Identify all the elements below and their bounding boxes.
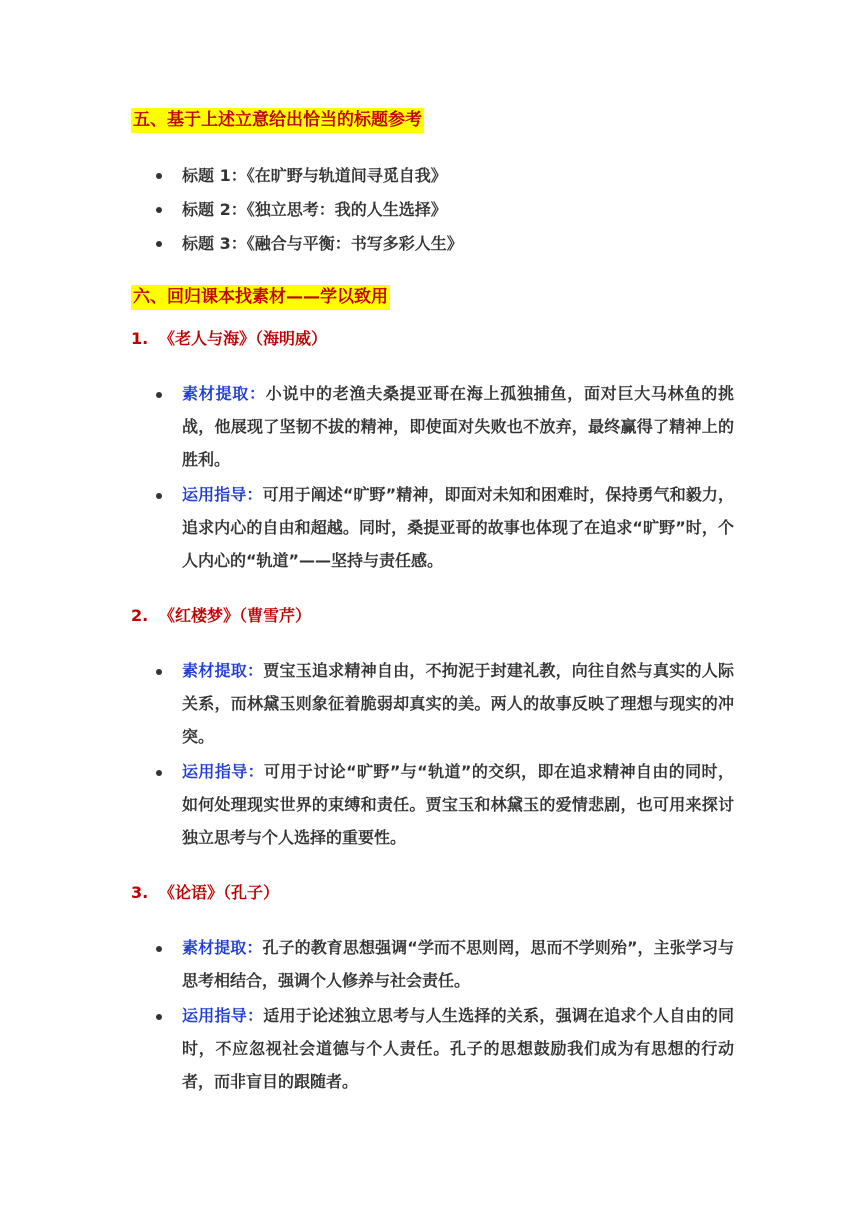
material-title-1	[131, 328, 327, 350]
usage-text: 可用于阐述“旷野”精神，即面对未知和困难时，保持勇气和毅力，追求内心的自由和超越。同时，桑提亚哥的故事也体现了在追求“旷野”时，个人内心的“轨道”——坚持与责任感。	[182, 485, 734, 570]
material-extract-2	[182, 654, 734, 753]
section5-heading: 五、基于上述立意给出恰当的标题参考	[131, 108, 424, 133]
usage-text: 可用于讨论“旷野”与“轨道”的交织，即在追求精神自由的同时，如何处理现实世界的束缚和责任。贾宝玉和林黛玉的爱情悲剧，也可用来探讨独立思考与个人选择的重要性。	[182, 762, 734, 847]
usage-text: 适用于论述独立思考与人生选择的关系，强调在追求个人自由的同时，不应忽视社会道德与个人责任。孔子的思想鼓励我们成为有思想的行动者，而非盲目的跟随者。	[182, 1006, 734, 1091]
bullet-dot	[156, 207, 162, 213]
material-text: 贾宝玉追求精神自由，不拘泥于封建礼教，向往自然与真实的人际关系，而林黛玉则象征着脆弱却真实的美。两人的故事反映了理想与现实的冲突。	[182, 661, 734, 746]
section6-heading: 六、回归课本找素材——学以致用	[131, 285, 390, 310]
material-name: 《论语》（孔子）	[159, 883, 280, 902]
material-title-2	[131, 605, 311, 627]
bullet-dot	[156, 770, 162, 776]
material-number: 2.	[131, 606, 149, 625]
usage-guide-3	[182, 999, 734, 1098]
material-label: 素材提取：	[182, 384, 266, 403]
usage-label: 运用指导：	[182, 762, 265, 781]
material-label: 素材提取：	[182, 938, 263, 957]
material-title-3	[131, 882, 279, 904]
material-number: 1.	[131, 329, 149, 348]
bullet-dot	[156, 669, 162, 675]
material-text: 孔子的教育思想强调“学而不思则罔，思而不学则殆”，主张学习与思考相结合，强调个人修养与社会责任。	[182, 938, 734, 990]
material-label: 素材提取：	[182, 661, 264, 680]
bullet-dot	[156, 173, 162, 179]
material-extract-1	[182, 377, 734, 476]
material-number: 3.	[131, 883, 149, 902]
bullet-dot	[156, 1014, 162, 1020]
usage-guide-1	[182, 478, 734, 577]
material-name: 《红楼梦》（曹雪芹）	[159, 606, 312, 625]
bullet-dot	[156, 392, 162, 398]
usage-guide-2	[182, 755, 734, 854]
usage-label: 运用指导：	[182, 485, 263, 504]
title-option-2: 标题 2：《独立思考：我的人生选择》	[182, 200, 447, 219]
material-name: 《老人与海》（海明威）	[159, 329, 328, 348]
usage-label: 运用指导：	[182, 1006, 264, 1025]
bullet-dot	[156, 241, 162, 247]
material-text: 小说中的老渔夫桑提亚哥在海上孤独捕鱼，面对巨大马林鱼的挑战，他展现了坚韧不拔的精神，即使面对失败也不放弃，最终赢得了精神上的胜利。	[182, 384, 734, 469]
bullet-dot	[156, 946, 162, 952]
material-extract-3	[182, 931, 734, 997]
title-option-3: 标题 3：《融合与平衡：书写多彩人生》	[182, 234, 463, 253]
bullet-dot	[156, 493, 162, 499]
title-option-1: 标题 1：《在旷野与轨道间寻觅自我》	[182, 166, 447, 185]
